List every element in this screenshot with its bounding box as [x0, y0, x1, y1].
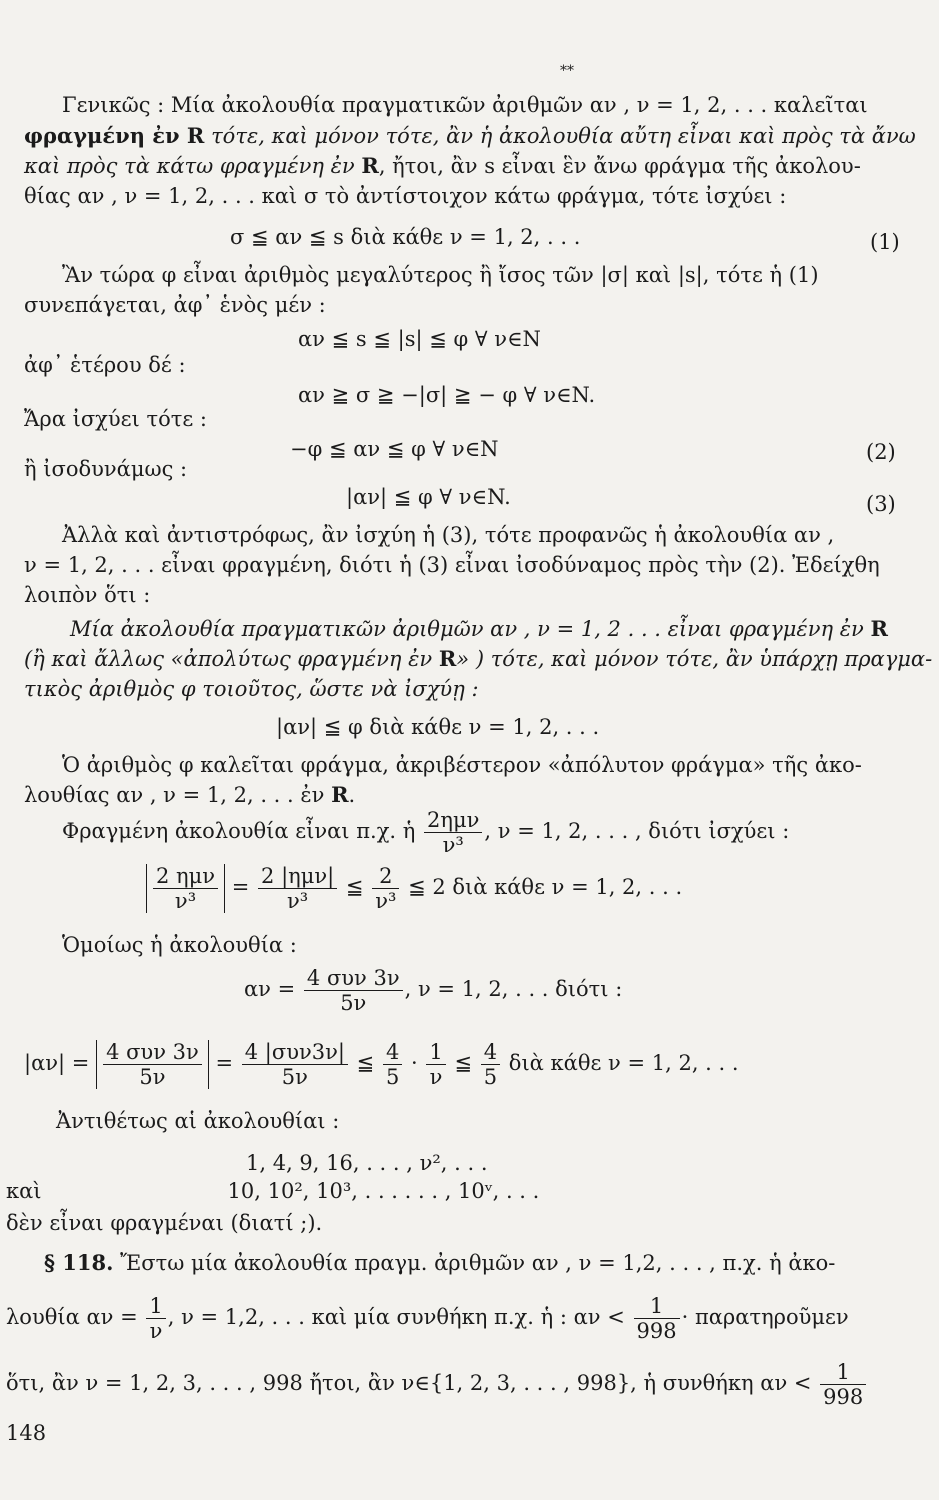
- fraction-1-over-998: $\frac{1}{998}$: [634, 1294, 680, 1343]
- section-line-2: λουθία αν = $\frac{1}{\nu}$ , ν = 1,2, . . . καὶ μία συνθήκη π.χ. ἡ : αν < $\frac{1}{998}$ · παρατηροῦμεν: [6, 1294, 849, 1343]
- theorem-line-1: [70, 616, 888, 642]
- example-text: Φραγμένη ἀκολουθία εἶναι π.χ. ἡ: [62, 819, 416, 843]
- section-118-heading: [44, 1250, 835, 1276]
- fraction: $\frac{\text{2 |ημν|}}{\text{ν³}}$: [258, 864, 337, 913]
- general-statement: Γενικῶς : Μία ἀκολουθία πραγματικῶν ἀριθμῶν αν , ν = 1, 2, . . . καλεῖται: [62, 93, 868, 117]
- section-line-3: ὅτι, ἂν ν = 1, 2, 3, . . . , 998 ἤτοι, ἂν ν∈{1, 2, 3, . . . , 998}, ἡ συνθήκη αν < $\frac{1}{998}$: [6, 1360, 868, 1409]
- text-line-3: [24, 153, 861, 179]
- text: .: [348, 783, 356, 807]
- example-text: , ν = 1, 2, . . . , διότι ἰσχύει :: [484, 819, 790, 843]
- text-line-29: Ἀντιθέτως αἱ ἀκολουθίαι :: [56, 1109, 340, 1133]
- fraction-2sin-over-n3: $\frac{\text{2ημν}}{\text{ν³}}$: [424, 808, 482, 857]
- section-text: Ἔστω μία ἀκολουθία πραγμ. ἀριθμῶν αν , ν = 1,2, . . . , π.χ. ἡ ἀκο-: [113, 1251, 836, 1275]
- text-line-13: ἢ ἰσοδυνάμως :: [24, 457, 188, 481]
- example-sequence-2: αν = $\frac{\text{4 συν 3ν}}{5\nu}$ , ν = 1, 2, . . . διότι :: [244, 966, 623, 1015]
- header-mark: **: [560, 63, 574, 79]
- theorem-text: » ) τότε, καὶ μόνον τότε, ἂν ὑπάρχῃ πραγμα-: [456, 647, 933, 671]
- text-line-22: Ὁ ἀριθμὸς φ καλεῖται φράγμα, ἀκριβέστερον «ἀπόλυτον φράγμα» τῆς ἀκο-: [62, 753, 862, 777]
- reals-symbol: R: [331, 782, 349, 807]
- text-line-16: ν = 1, 2, . . . εἶναι φραγμένη, διότι ἡ (3) εἶναι ἰσοδύναμος πρὸς τὴν (2). Ἐδείχθη: [24, 553, 880, 577]
- bounded-term: φραγμένη ἐν R: [24, 123, 205, 148]
- fraction-1-over-n: $\frac{1}{\nu}$: [146, 1294, 165, 1343]
- theorem-text: (ἢ καὶ ἄλλως «ἀπολύτως φραγμένη ἐν: [24, 647, 439, 671]
- fraction: $\frac{\text{4 |συν3ν|}}{5\nu}$: [242, 1040, 348, 1089]
- text-line-1: [62, 92, 868, 118]
- text-line-11: Ἄρα ἰσχύει τότε :: [24, 407, 207, 431]
- text-line-6: Ἂν τώρα φ εἶναι ἀριθμὸς μεγαλύτερος ἢ ἴσος τῶν |σ| καὶ |s|, τότε ἡ (1): [62, 263, 819, 287]
- text-line-4: θίας αν , ν = 1, 2, . . . καὶ σ τὸ ἀντίστοιχον κάτω φράγμα, τότε ἰσχύει :: [24, 184, 787, 208]
- equation-number-2: (2): [866, 440, 896, 464]
- display-equation-abs: |αν| ≦ φ διὰ κάθε ν = 1, 2, . . .: [276, 715, 600, 739]
- text-line-2: [24, 123, 916, 149]
- example-inequality-2: |αν| = $\frac{\text{4 συν 3ν}}{5\nu}$ = $\frac{\text{4 |συν3ν|}}{5\nu}$ ≦ $\frac{4}{5}$ · $\frac{1}{\nu}$ ≦ $\frac{4}{5}$ διὰ κάθε ν = 1, 2, . . .: [24, 1040, 739, 1089]
- example-inequality-1: $\frac{\text{2 ημν}}{\text{ν³}}$ = $\frac{\text{2 |ημν|}}{\text{ν³}}$ ≦ $\frac{2}{\text{ν³}}$ ≦ 2 διὰ κάθε ν = 1, 2, . . .: [146, 864, 682, 913]
- fraction: $\frac{4}{5}$: [481, 1040, 500, 1089]
- abs-value-bars: $\frac{\text{4 συν 3ν}}{5\nu}$: [96, 1040, 209, 1089]
- fraction: $\frac{1}{\nu}$: [426, 1040, 445, 1089]
- text-line-32: δὲν εἶναι φραγμέναι (διατί ;).: [6, 1211, 323, 1235]
- text-line-23: [24, 782, 355, 808]
- abs-value-bars: $\frac{\text{2 ημν}}{\text{ν³}}$: [146, 864, 225, 913]
- text: λουθίας αν , ν = 1, 2, . . . ἐν: [24, 783, 332, 807]
- fraction-1-over-998: $\frac{1}{998}$: [820, 1360, 866, 1409]
- definition-text: καὶ πρὸς τὰ κάτω φραγμένη ἐν: [24, 154, 362, 178]
- text-line-26: Ὁμοίως ἡ ἀκολουθία :: [62, 933, 297, 957]
- reals-symbol: R: [438, 646, 457, 671]
- example-line-1: [62, 808, 789, 857]
- text-line-17: λοιπὸν ὅτι :: [24, 583, 151, 607]
- display-inequality-a: αν ≦ s ≦ |s| ≦ φ ∀ ν∈N: [298, 327, 541, 351]
- text-line-9: ἀφ᾽ ἑτέρου δέ :: [24, 353, 186, 377]
- sequence-squares: 1, 4, 9, 16, . . . , ν², . . .: [246, 1151, 488, 1175]
- fraction-4cos-over-5n: $\frac{\text{4 συν 3ν}}{5\nu}$: [304, 966, 403, 1015]
- page-number: 148: [6, 1421, 47, 1445]
- display-equation-3: |αν| ≦ φ ∀ ν∈N.: [346, 485, 511, 509]
- fraction: $\frac{2}{\text{ν³}}$: [372, 864, 399, 913]
- equation-number-1: (1): [870, 230, 900, 254]
- sequence-powers-of-ten: καὶ 10, 10², 10³, . . . . . . , 10ᵛ, . . .: [6, 1179, 540, 1203]
- section-number: § 118.: [44, 1250, 114, 1275]
- theorem-text: Μία ἀκολουθία πραγματικῶν ἀριθμῶν αν , ν = 1, 2 . . . εἶναι φραγμένη ἐν: [70, 617, 871, 641]
- theorem-line-2: [24, 646, 932, 672]
- theorem-line-3: τικὸς ἀριθμὸς φ τοιοῦτος, ὥστε νὰ ἰσχύῃ :: [24, 677, 479, 701]
- display-equation-2: −φ ≦ αν ≦ φ ∀ ν∈N: [290, 437, 499, 461]
- text-line-7: συνεπάγεται, ἀφ᾽ ἑνὸς μέν :: [24, 293, 326, 317]
- reals-symbol: R: [870, 616, 888, 641]
- fraction: $\frac{4}{5}$: [383, 1040, 402, 1089]
- display-inequality-b: αν ≧ σ ≧ −|σ| ≧ − φ ∀ ν∈N.: [298, 383, 596, 407]
- reals-symbol: R: [361, 153, 379, 178]
- equation-number-3: (3): [866, 492, 896, 516]
- definition-text: τότε, καὶ μόνον τότε, ἂν ἡ ἀκολουθία αὔτη εἶναι καὶ πρὸς τὰ ἄνω: [204, 124, 916, 148]
- text-line-15: Ἀλλὰ καὶ ἀντιστρόφως, ἂν ἰσχύη ἡ (3), τότε προφανῶς ἡ ἀκολουθία αν ,: [62, 523, 835, 547]
- definition-text: , ἤτοι, ἂν s εἶναι ἓν ἄνω φράγμα τῆς ἀκολου-: [378, 154, 861, 178]
- display-equation-1: σ ≦ αν ≦ s διὰ κάθε ν = 1, 2, . . .: [230, 225, 581, 249]
